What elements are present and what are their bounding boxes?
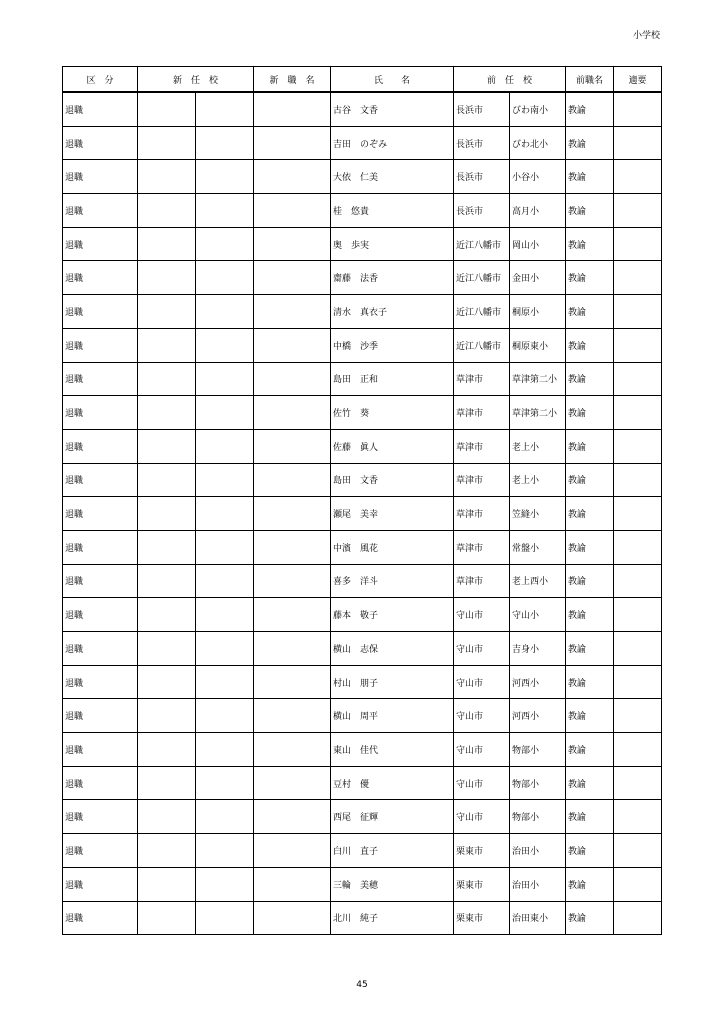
personnel-table [62,66,662,935]
table-row [63,362,662,396]
cell-new-city [138,901,196,935]
cell-previous-school: 常盤小 [510,530,566,564]
cell-previous-position: 教諭 [566,463,614,497]
cell-new-school [196,665,254,699]
cell-new-school [196,733,254,767]
cell-new-position [254,564,331,598]
cell-previous-school: 河西小 [510,665,566,699]
table-row [63,766,662,800]
cell-previous-position: 教諭 [566,261,614,295]
table-row [63,699,662,733]
cell-previous-school: 河西小 [510,699,566,733]
cell-name: 古谷 文香 [331,92,454,126]
cell-new-school [196,160,254,194]
cell-remarks [614,834,662,868]
cell-name: 大依 仁美 [331,160,454,194]
cell-new-school [196,766,254,800]
cell-new-position [254,126,331,160]
cell-remarks [614,733,662,767]
cell-remarks [614,665,662,699]
cell-name: 横山 志保 [331,632,454,666]
cell-kubun: 退職 [63,261,138,295]
cell-previous-position: 教諭 [566,530,614,564]
cell-new-position [254,463,331,497]
table-row [63,901,662,935]
cell-previous-position: 教諭 [566,497,614,531]
cell-new-position [254,396,331,430]
cell-new-school [196,800,254,834]
cell-previous-school: 物部小 [510,733,566,767]
cell-new-city [138,396,196,430]
cell-name: 島田 正和 [331,362,454,396]
cell-new-school [196,564,254,598]
header-kubun: 区 分 [63,67,138,93]
cell-name: 東山 佳代 [331,733,454,767]
cell-previous-school: 笠縫小 [510,497,566,531]
cell-new-school [196,497,254,531]
cell-new-city [138,800,196,834]
cell-kubun: 退職 [63,530,138,564]
cell-new-position [254,800,331,834]
table-row [63,834,662,868]
cell-name: 佐藤 眞人 [331,429,454,463]
cell-previous-position: 教諭 [566,598,614,632]
cell-previous-school: 老上西小 [510,564,566,598]
cell-previous-position: 教諭 [566,126,614,160]
cell-previous-position: 教諭 [566,834,614,868]
cell-previous-city: 草津市 [454,497,510,531]
cell-kubun: 退職 [63,834,138,868]
cell-new-position [254,429,331,463]
cell-previous-school: 治田小 [510,834,566,868]
cell-previous-city: 守山市 [454,665,510,699]
cell-previous-position: 教諭 [566,699,614,733]
school-level-label: 小学校 [632,31,660,41]
cell-previous-school: 物部小 [510,800,566,834]
table-row [63,665,662,699]
cell-new-city [138,463,196,497]
cell-previous-school: 高月小 [510,194,566,228]
cell-name: 奥 歩実 [331,227,454,261]
cell-remarks [614,194,662,228]
cell-new-school [196,699,254,733]
cell-previous-school: 吉身小 [510,632,566,666]
cell-kubun: 退職 [63,766,138,800]
cell-remarks [614,497,662,531]
cell-remarks [614,92,662,126]
cell-previous-position: 教諭 [566,632,614,666]
table-row [63,733,662,767]
cell-previous-city: 近江八幡市 [454,227,510,261]
cell-previous-city: 草津市 [454,530,510,564]
cell-new-city [138,699,196,733]
cell-new-school [196,598,254,632]
cell-new-school [196,463,254,497]
cell-previous-city: 栗東市 [454,901,510,935]
cell-new-school [196,328,254,362]
cell-new-position [254,733,331,767]
cell-kubun: 退職 [63,160,138,194]
cell-new-school [196,362,254,396]
cell-previous-position: 教諭 [566,665,614,699]
table-row [63,160,662,194]
cell-new-city [138,564,196,598]
cell-new-position [254,834,331,868]
cell-new-position [254,92,331,126]
cell-previous-school: びわ北小 [510,126,566,160]
cell-name: 佐竹 葵 [331,396,454,430]
cell-previous-school: 桐原東小 [510,328,566,362]
cell-new-school [196,126,254,160]
cell-remarks [614,598,662,632]
cell-remarks [614,160,662,194]
cell-previous-school: 草津第二小 [510,362,566,396]
cell-previous-position: 教諭 [566,564,614,598]
cell-new-city [138,766,196,800]
cell-new-school [196,396,254,430]
cell-new-position [254,227,331,261]
cell-previous-school: 物部小 [510,766,566,800]
cell-previous-city: 長浜市 [454,194,510,228]
cell-previous-position: 教諭 [566,362,614,396]
cell-remarks [614,227,662,261]
cell-previous-position: 教諭 [566,227,614,261]
cell-previous-city: 草津市 [454,463,510,497]
header-new-school: 新 任 校 [138,67,254,93]
cell-previous-school: 老上小 [510,463,566,497]
cell-remarks [614,126,662,160]
cell-previous-city: 長浜市 [454,126,510,160]
cell-kubun: 退職 [63,396,138,430]
cell-new-school [196,92,254,126]
cell-new-school [196,901,254,935]
cell-name: 横山 周平 [331,699,454,733]
cell-kubun: 退職 [63,598,138,632]
cell-previous-position: 教諭 [566,901,614,935]
cell-name: 桂 悠貴 [331,194,454,228]
cell-remarks [614,632,662,666]
cell-new-city [138,834,196,868]
table-row [63,598,662,632]
cell-kubun: 退職 [63,463,138,497]
cell-previous-school: 岡山小 [510,227,566,261]
cell-remarks [614,800,662,834]
cell-previous-city: 近江八幡市 [454,295,510,329]
cell-remarks [614,261,662,295]
cell-previous-position: 教諭 [566,92,614,126]
cell-previous-city: 長浜市 [454,92,510,126]
cell-new-city [138,733,196,767]
cell-new-school [196,261,254,295]
cell-previous-city: 近江八幡市 [454,328,510,362]
cell-name: 白川 直子 [331,834,454,868]
cell-previous-city: 長浜市 [454,160,510,194]
cell-kubun: 退職 [63,901,138,935]
cell-new-city [138,92,196,126]
cell-new-city [138,665,196,699]
cell-name: 北川 純子 [331,901,454,935]
table-row [63,429,662,463]
cell-kubun: 退職 [63,497,138,531]
cell-previous-city: 草津市 [454,396,510,430]
cell-new-position [254,901,331,935]
table-row [63,800,662,834]
cell-new-city [138,126,196,160]
cell-previous-city: 守山市 [454,699,510,733]
cell-new-position [254,598,331,632]
table-row [63,261,662,295]
header-new-position: 新 職 名 [254,67,331,93]
table-row [63,564,662,598]
cell-remarks [614,429,662,463]
cell-new-city [138,261,196,295]
cell-previous-school: 小谷小 [510,160,566,194]
cell-new-school [196,429,254,463]
cell-new-position [254,497,331,531]
cell-kubun: 退職 [63,126,138,160]
cell-remarks [614,396,662,430]
header-remarks: 適要 [614,67,662,93]
cell-remarks [614,362,662,396]
cell-new-school [196,530,254,564]
page-number: 45 [356,980,368,990]
cell-previous-city: 近江八幡市 [454,261,510,295]
cell-remarks [614,699,662,733]
cell-kubun: 退職 [63,194,138,228]
cell-name: 吉田 のぞみ [331,126,454,160]
cell-new-position [254,632,331,666]
cell-previous-position: 教諭 [566,194,614,228]
cell-new-city [138,194,196,228]
cell-kubun: 退職 [63,800,138,834]
cell-remarks [614,530,662,564]
cell-previous-school: 治田小 [510,867,566,901]
cell-new-city [138,362,196,396]
cell-new-city [138,160,196,194]
table-header-row [63,67,662,93]
cell-previous-city: 守山市 [454,733,510,767]
cell-remarks [614,901,662,935]
cell-kubun: 退職 [63,665,138,699]
cell-name: 瀬尾 美幸 [331,497,454,531]
cell-previous-city: 栗東市 [454,834,510,868]
cell-new-city [138,429,196,463]
table-row [63,463,662,497]
cell-previous-school: 守山小 [510,598,566,632]
table-row [63,126,662,160]
table-row [63,530,662,564]
cell-new-position [254,362,331,396]
cell-kubun: 退職 [63,632,138,666]
cell-new-school [196,194,254,228]
cell-name: 中濱 風花 [331,530,454,564]
cell-name: 島田 文香 [331,463,454,497]
header-name: 氏 名 [331,67,454,93]
cell-previous-position: 教諭 [566,733,614,767]
cell-new-school [196,867,254,901]
cell-remarks [614,766,662,800]
cell-new-position [254,295,331,329]
cell-new-city [138,328,196,362]
cell-new-city [138,632,196,666]
cell-previous-position: 教諭 [566,396,614,430]
cell-previous-city: 守山市 [454,766,510,800]
cell-previous-position: 教諭 [566,800,614,834]
cell-new-position [254,194,331,228]
cell-name: 村山 朋子 [331,665,454,699]
table-row [63,867,662,901]
cell-new-city [138,227,196,261]
cell-new-city [138,295,196,329]
cell-previous-city: 守山市 [454,598,510,632]
cell-name: 喜多 洋斗 [331,564,454,598]
table-body [63,92,662,935]
cell-previous-city: 草津市 [454,362,510,396]
header-previous-school: 前 任 校 [454,67,566,93]
cell-kubun: 退職 [63,699,138,733]
cell-remarks [614,295,662,329]
cell-new-city [138,497,196,531]
cell-name: 中橋 沙季 [331,328,454,362]
cell-name: 豆村 優 [331,766,454,800]
cell-kubun: 退職 [63,429,138,463]
cell-new-city [138,867,196,901]
cell-new-position [254,160,331,194]
cell-remarks [614,564,662,598]
header-previous-position: 前職名 [566,67,614,93]
cell-previous-position: 教諭 [566,766,614,800]
cell-name: 西尾 征輝 [331,800,454,834]
cell-new-position [254,699,331,733]
cell-previous-school: 老上小 [510,429,566,463]
cell-previous-position: 教諭 [566,429,614,463]
cell-new-city [138,530,196,564]
cell-remarks [614,463,662,497]
cell-previous-city: 守山市 [454,632,510,666]
table-row [63,92,662,126]
cell-previous-position: 教諭 [566,160,614,194]
cell-previous-position: 教諭 [566,867,614,901]
cell-new-school [196,227,254,261]
cell-kubun: 退職 [63,328,138,362]
table-row [63,497,662,531]
cell-kubun: 退職 [63,867,138,901]
cell-previous-school: 草津第二小 [510,396,566,430]
cell-previous-city: 栗東市 [454,867,510,901]
cell-kubun: 退職 [63,733,138,767]
cell-previous-city: 草津市 [454,564,510,598]
cell-new-school [196,295,254,329]
cell-new-position [254,867,331,901]
table-row [63,194,662,228]
cell-kubun: 退職 [63,362,138,396]
cell-kubun: 退職 [63,227,138,261]
cell-previous-position: 教諭 [566,295,614,329]
cell-name: 清水 真衣子 [331,295,454,329]
cell-kubun: 退職 [63,564,138,598]
cell-previous-school: びわ南小 [510,92,566,126]
cell-new-position [254,261,331,295]
table-row [63,396,662,430]
cell-name: 齋藤 法香 [331,261,454,295]
cell-new-position [254,766,331,800]
cell-new-city [138,598,196,632]
table-row [63,227,662,261]
cell-new-school [196,632,254,666]
table-row [63,295,662,329]
cell-previous-school: 桐原小 [510,295,566,329]
cell-kubun: 退職 [63,295,138,329]
cell-new-position [254,328,331,362]
cell-remarks [614,328,662,362]
cell-previous-city: 草津市 [454,429,510,463]
cell-name: 藤本 敬子 [331,598,454,632]
cell-previous-city: 守山市 [454,800,510,834]
cell-previous-school: 治田東小 [510,901,566,935]
table-row [63,632,662,666]
cell-previous-position: 教諭 [566,328,614,362]
cell-kubun: 退職 [63,92,138,126]
cell-new-position [254,530,331,564]
cell-remarks [614,867,662,901]
cell-new-position [254,665,331,699]
cell-name: 三輪 美穂 [331,867,454,901]
cell-new-school [196,834,254,868]
table-row [63,328,662,362]
cell-previous-school: 金田小 [510,261,566,295]
